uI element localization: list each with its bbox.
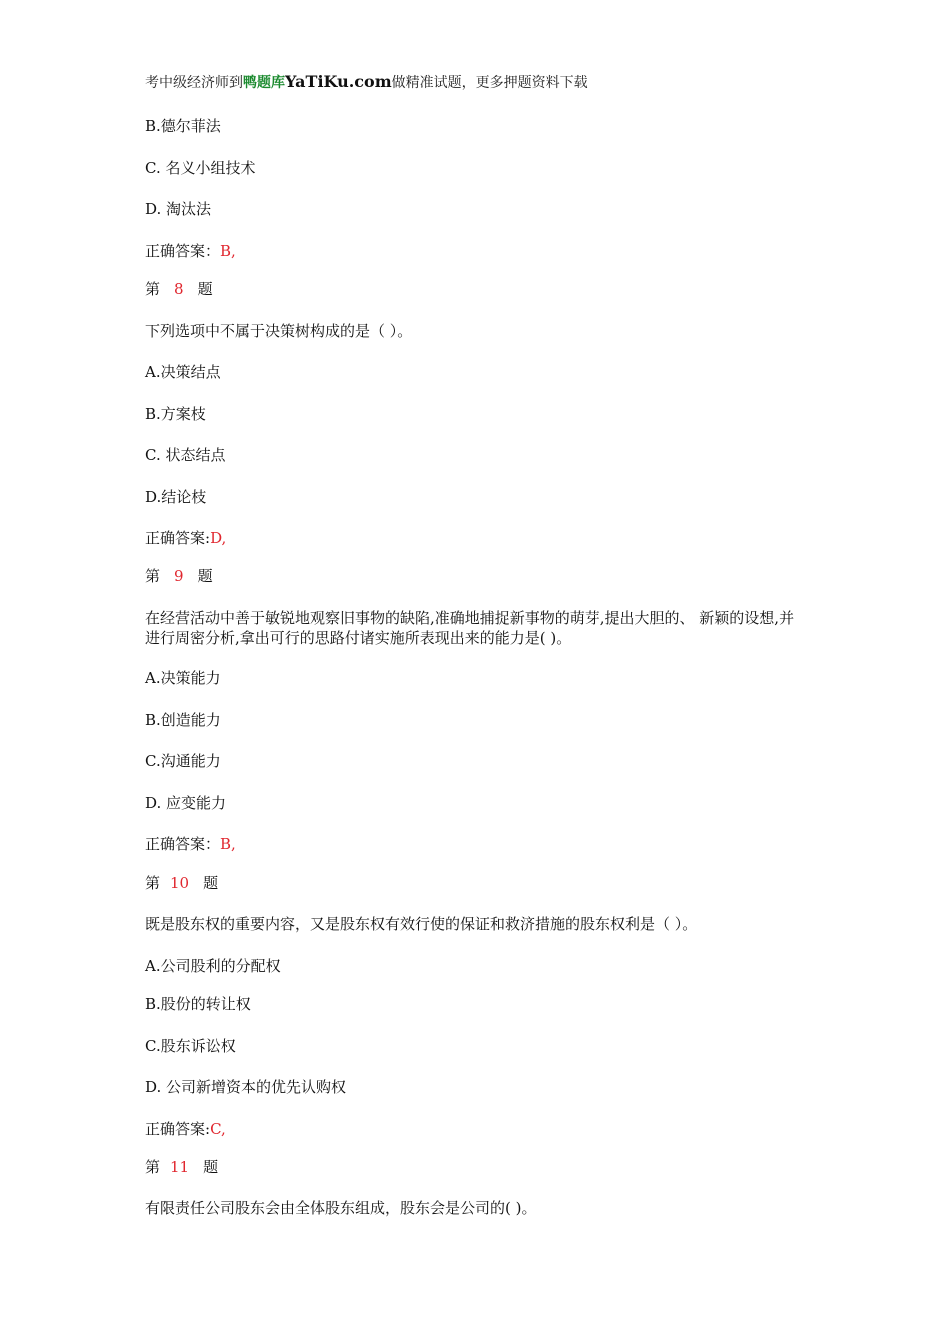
page-header <box>145 72 588 92</box>
question-10-answer <box>145 1119 226 1139</box>
question-suffix: 题 <box>197 567 213 585</box>
question-9-text: 在经营活动中善于敏锐地观察旧事物的缺陷,准确地捕捉新事物的萌芽,提出大胆的、 新颖的设想,并进行周密分析,拿出可行的思路付诸实施所表现出来的能力是( )。 <box>145 609 795 647</box>
question-9-heading <box>145 566 213 586</box>
question-prefix: 第 <box>145 567 161 585</box>
question-10-option-c: C.股东诉讼权 <box>145 1037 236 1055</box>
question-8-text: 下列选项中不属于决策树构成的是（ ）。 <box>145 322 413 340</box>
question-11-heading <box>145 1157 218 1177</box>
answer-value: B, <box>220 835 236 853</box>
prev-option-b: B.德尔菲法 <box>145 117 221 135</box>
question-8-answer <box>145 528 226 548</box>
question-10-option-a: A.公司股利的分配权 <box>145 957 281 975</box>
question-8-option-c: C. 状态结点 <box>145 446 226 464</box>
question-11-text: 有限责任公司股东会由全体股东组成，股东会是公司的( )。 <box>145 1199 537 1217</box>
question-8-heading <box>145 279 213 299</box>
prev-option-c: C. 名义小组技术 <box>145 159 256 177</box>
answer-value: B, <box>220 242 236 260</box>
prev-answer <box>145 241 236 261</box>
prev-option-d: D. 淘汰法 <box>145 200 212 218</box>
question-9-answer <box>145 834 236 854</box>
answer-label: 正确答案: <box>145 529 211 547</box>
question-9-option-c: C.沟通能力 <box>145 752 221 770</box>
brand-domain[interactable]: YaTiKu.com <box>285 72 392 91</box>
answer-label: 正确答案： <box>145 242 221 260</box>
question-9-option-b: B.创造能力 <box>145 711 221 729</box>
question-prefix: 第 <box>145 1158 161 1176</box>
answer-value: D, <box>210 529 227 547</box>
question-9-option-d: D. 应变能力 <box>145 794 227 812</box>
question-prefix: 第 <box>145 874 161 892</box>
question-number: 9 <box>174 567 184 585</box>
question-8-option-b: B.方案枝 <box>145 405 206 423</box>
brand-name-green[interactable]: 鸭题库 <box>243 75 285 91</box>
question-10-heading <box>145 873 218 893</box>
question-8-option-d: D.结论枝 <box>145 488 207 506</box>
question-number: 10 <box>170 874 190 892</box>
question-suffix: 题 <box>197 280 213 298</box>
answer-label: 正确答案： <box>145 835 221 853</box>
header-prefix: 考中级经济师到 <box>145 75 243 91</box>
question-10-option-b: B.股份的转让权 <box>145 995 251 1013</box>
answer-value: C, <box>210 1120 226 1138</box>
question-prefix: 第 <box>145 280 161 298</box>
question-number: 8 <box>174 280 184 298</box>
question-8-option-a: A.决策结点 <box>145 363 221 381</box>
question-10-text: 既是股东权的重要内容，又是股东权有效行使的保证和救济措施的股东权利是（ ）。 <box>145 915 698 933</box>
answer-label: 正确答案: <box>145 1120 211 1138</box>
question-suffix: 题 <box>203 1158 219 1176</box>
question-9-option-a: A.决策能力 <box>145 669 221 687</box>
question-suffix: 题 <box>203 874 219 892</box>
question-10-option-d: D. 公司新增资本的优先认购权 <box>145 1078 347 1096</box>
question-number: 11 <box>170 1158 190 1176</box>
header-suffix: 做精准试题，更多押题资料下载 <box>391 75 588 91</box>
